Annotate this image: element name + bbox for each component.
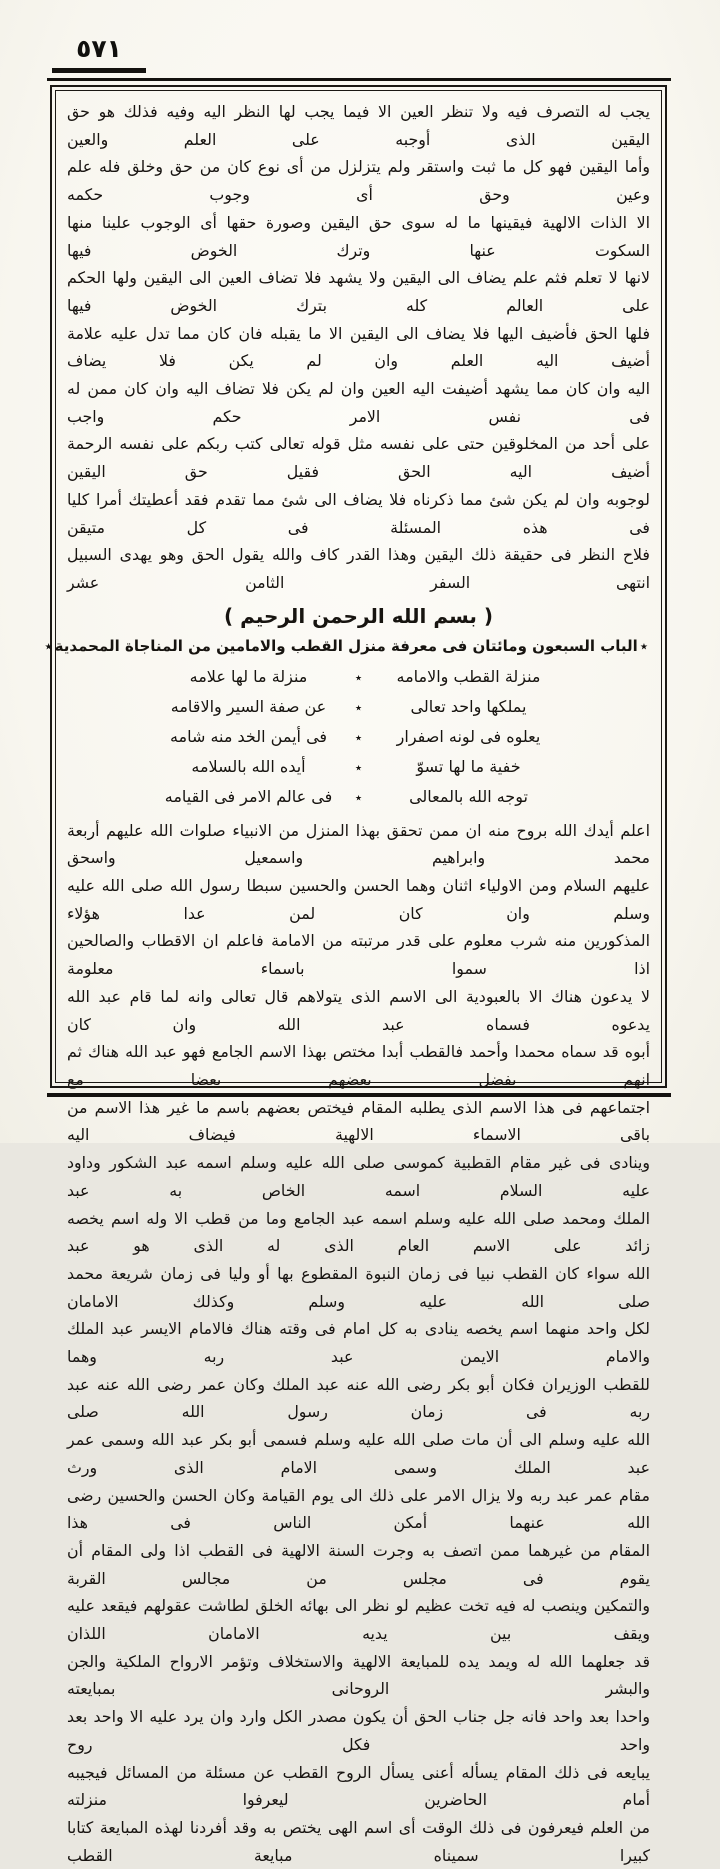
chapter-heading: [44, 633, 650, 660]
text-line: واحدا بعد واحد فانه جل جناب الحق أن يكون مصدر الكل وارد وان يرد عليه الا واحد بعد واحد فكل روح: [67, 1707, 650, 1754]
hemistich-second: فى عالم الامر فى القيامه: [164, 786, 333, 806]
verse-line: [139, 663, 579, 693]
text-line: لانها لا تعلم فثم علم يضاف الى اليقين ولا يشهد فلا تضاف العين الى اليقين ولها الحكم على العالم كله بترك الخوض فيها: [67, 268, 650, 315]
page-frame: [44, 85, 667, 1865]
text-area: [44, 90, 662, 1865]
basmala: ( بسم الله الرحمن الرحيم ): [224, 603, 493, 628]
text-line: المذكورين منه شرب معلوم على قدر مرتبته من الامامة فاعلم ان الاقطاب والصالحين اذا سموا باسماء معلومة: [67, 931, 650, 979]
text-line: لا يدعون هناك الا بالعبودية الى الاسم الذى يتولاهم قال تعالى وانه لما قام عبد الله يدعوه فسماه عبد الله وان كان: [67, 986, 650, 1034]
text-line: اجتماعهم فى هذا الاسم الذى يطلبه المقام فيختص بعضهم باسم ما غير هذا الاسم من باقى الاسماء الالهية فيضاف اليه: [67, 1097, 650, 1145]
verse-line: [139, 693, 579, 723]
hemistich-first: توجه الله بالمعالى: [409, 786, 528, 806]
text-line: وأما اليقين فهو كل ما ثبت واستقر ولم يتزلزل من أى نوع كان من حق وخلق فله علم وعين وحق أى وجوب حكمه: [67, 157, 650, 205]
hemistich-first: يملكها واحد تعالى: [410, 696, 527, 716]
text-line: الله سواء كان القطب نبيا فى زمان النبوة المقطوع بها أو وليا فى زمان شريعة محمد صلى الله عليه وسلم وكذلك الامامان: [67, 1263, 650, 1311]
text-line: من العلم فيعرفون فى ذلك الوقت أى اسم الهى يختص به وقد أفردنا لهذه المبايعة كتابا كبيرا سميناه مبايعة القطب: [67, 1817, 650, 1865]
text-line: اليه وان كان مما يشهد أضيفت اليه العين وان لم يكن فلا تضاف اليه وان كان ممن له فى نفس الامر حكم واجب: [67, 379, 650, 426]
verse-separator-icon: ٭: [354, 790, 363, 806]
text-line: المقام من غيرهما ممن اتصف به وجرت السنة الالهية فى القطب اذا ولى المقام أن يقوم فى مجلس من مجالس القربة: [67, 1540, 650, 1588]
text-line: لوجوبه وان لم يكن شئ مما ذكرناه فلا يضاف الى شئ مما تقدم فقد أعطيتك أمرا كليا فى هذه المسئلة فى كل متيقن: [67, 489, 650, 537]
text-line: يجب له التصرف فيه ولا تنظر العين الا فيما يجب لها النظر اليه وفيه فذلك هو حق اليقين الذى أوجبه على العلم والعين: [67, 102, 650, 149]
hemistich-first: منزلة القطب والامامه: [396, 666, 541, 686]
poem: [139, 663, 579, 813]
text-line: الملك ومحمد صلى الله عليه وسلم اسمه عبد الجامع وما من قطب الا وله اسم يخصه زائد على الاسم العام الذى له الذى هو عبد: [67, 1208, 650, 1256]
text-line: مقام عمر عبد ربه ولا يزال الامر على ذلك الى يوم القيامة وكان الحسن والحسين رضى الله عنهما أمكن الناس فى هذا: [67, 1485, 650, 1533]
verse-line: [139, 753, 579, 783]
text-line: اعلم أيدك الله بروح منه ان ممن تحقق بهذا المنزل من الانبياء صلوات الله عليهم أربعة محمد وابراهيم واسمعيل واسحق: [67, 820, 650, 868]
ornament-icon: ٭: [44, 636, 53, 655]
page-number: ٥٧١: [76, 34, 122, 63]
verse-separator-icon: ٭: [354, 760, 363, 776]
hemistich-second: منزلة ما لها علامه: [189, 666, 308, 686]
text-line: الله عليه وسلم الى أن مات صلى الله عليه وسلم فسمى أبو بكر عبد الله وسمى عمر عبد الملك وسمى الامام الذى ورث: [67, 1430, 650, 1477]
text-line: على أحد من المخلوقين حتى على نفسه مثل قوله تعالى كتب ربكم على نفسه الرحمة أضيف اليه الحق فقيل حق اليقين: [67, 434, 650, 482]
text-line: فلها الحق فأضيف اليها فلا يضاف الى اليقين الا ما يقبله فان كان مما تدل عليه علامة أضيف اليه العلم وان لم يكن فلا يضاف: [67, 323, 650, 371]
text-line: أبوه قد سماه محمدا وأحمد فالقطب أبدا مختص بهذا الاسم الجامع فهو عبد الله هناك ثم انهم يفضل بعضهم بعضا مع: [67, 1042, 650, 1089]
hemistich-first: خفية ما لها تسوّ: [416, 756, 521, 776]
verse-separator-icon: ٭: [354, 670, 363, 686]
lower-text-block: [67, 817, 650, 1869]
text-line: لكل واحد منهما اسم يخصه ينادى به كل امام فى وقته هناك فالامام الايسر عبد الملك والامام الايمن عبد ربه وهما: [67, 1319, 650, 1367]
verse-separator-icon: ٭: [354, 730, 363, 746]
text-line: وينادى فى غير مقام القطبية كموسى صلى الله عليه وسلم اسمه عبد الشكور وداود عليه السلام اسمه الخاص به عبد: [67, 1153, 650, 1200]
page-number-underline: [52, 68, 146, 73]
hemistich-second: أيده الله بالسلامه: [191, 756, 306, 776]
hemistich-first: يعلوه فى لونه اصفرار: [396, 726, 541, 746]
hemistich-second: فى أيمن الخد منه شامه: [169, 726, 328, 746]
text-line: والتمكين وينصب له فيه تخت عظيم لو نظر الى بهائه الخلق لطاشت عقولهم فيقعد عليه ويقف بين يديه الامامان اللذان: [67, 1596, 650, 1644]
text-line: للقطب الوزيران فكان أبو بكر رضى الله عنه عبد الملك وكان عمر رضى الله عنه عبد ربه فى زمان رسول الله صلى: [67, 1374, 650, 1422]
chapter-title: الباب السبعون ومائتان فى معرفة منزل القطب والامامين من المناجاة المحمدية: [54, 636, 638, 655]
text-line: يبايعه فى ذلك المقام يسأله أعنى يسأل الروح القطب عن مسئلة من المسائل فيجيبه أمام الحاضرين ليعرفوا منزلته: [67, 1762, 650, 1810]
hemistich-second: عن صفة السير والاقامه: [170, 696, 327, 716]
ornament-icon: ٭: [639, 636, 648, 655]
frame-top-rule: [47, 78, 671, 81]
verse-line: [139, 723, 579, 753]
text-line: عليهم السلام ومن الاولياء اثنان وهما الحسن والحسين سبطا رسول الله صلى الله عليه وسلم وان كان لمن عدا هؤلاء: [67, 876, 650, 923]
text-line: قد جعلهما الله له ويمد يده للمبايعة الالهية والاستخلاف وتؤمر الارواح الملكية والجن والبشر الروحانى بمبايعته: [67, 1651, 650, 1699]
verse-separator-icon: ٭: [354, 700, 363, 716]
text-line: فلاح النظر فى حقيقة ذلك اليقين وهذا القدر كاف والله يقول الحق وهو يهدى السبيل انتهى السفر الثامن عشر: [67, 545, 650, 592]
upper-text-block: [67, 98, 650, 597]
text-line: الا الذات الالهية فيقينها ما له سوى حق اليقين وصورة حقها أى الوجوب علينا منها السكوت عنها وترك الخوض فيها: [67, 212, 650, 260]
verse-line: [139, 783, 579, 813]
